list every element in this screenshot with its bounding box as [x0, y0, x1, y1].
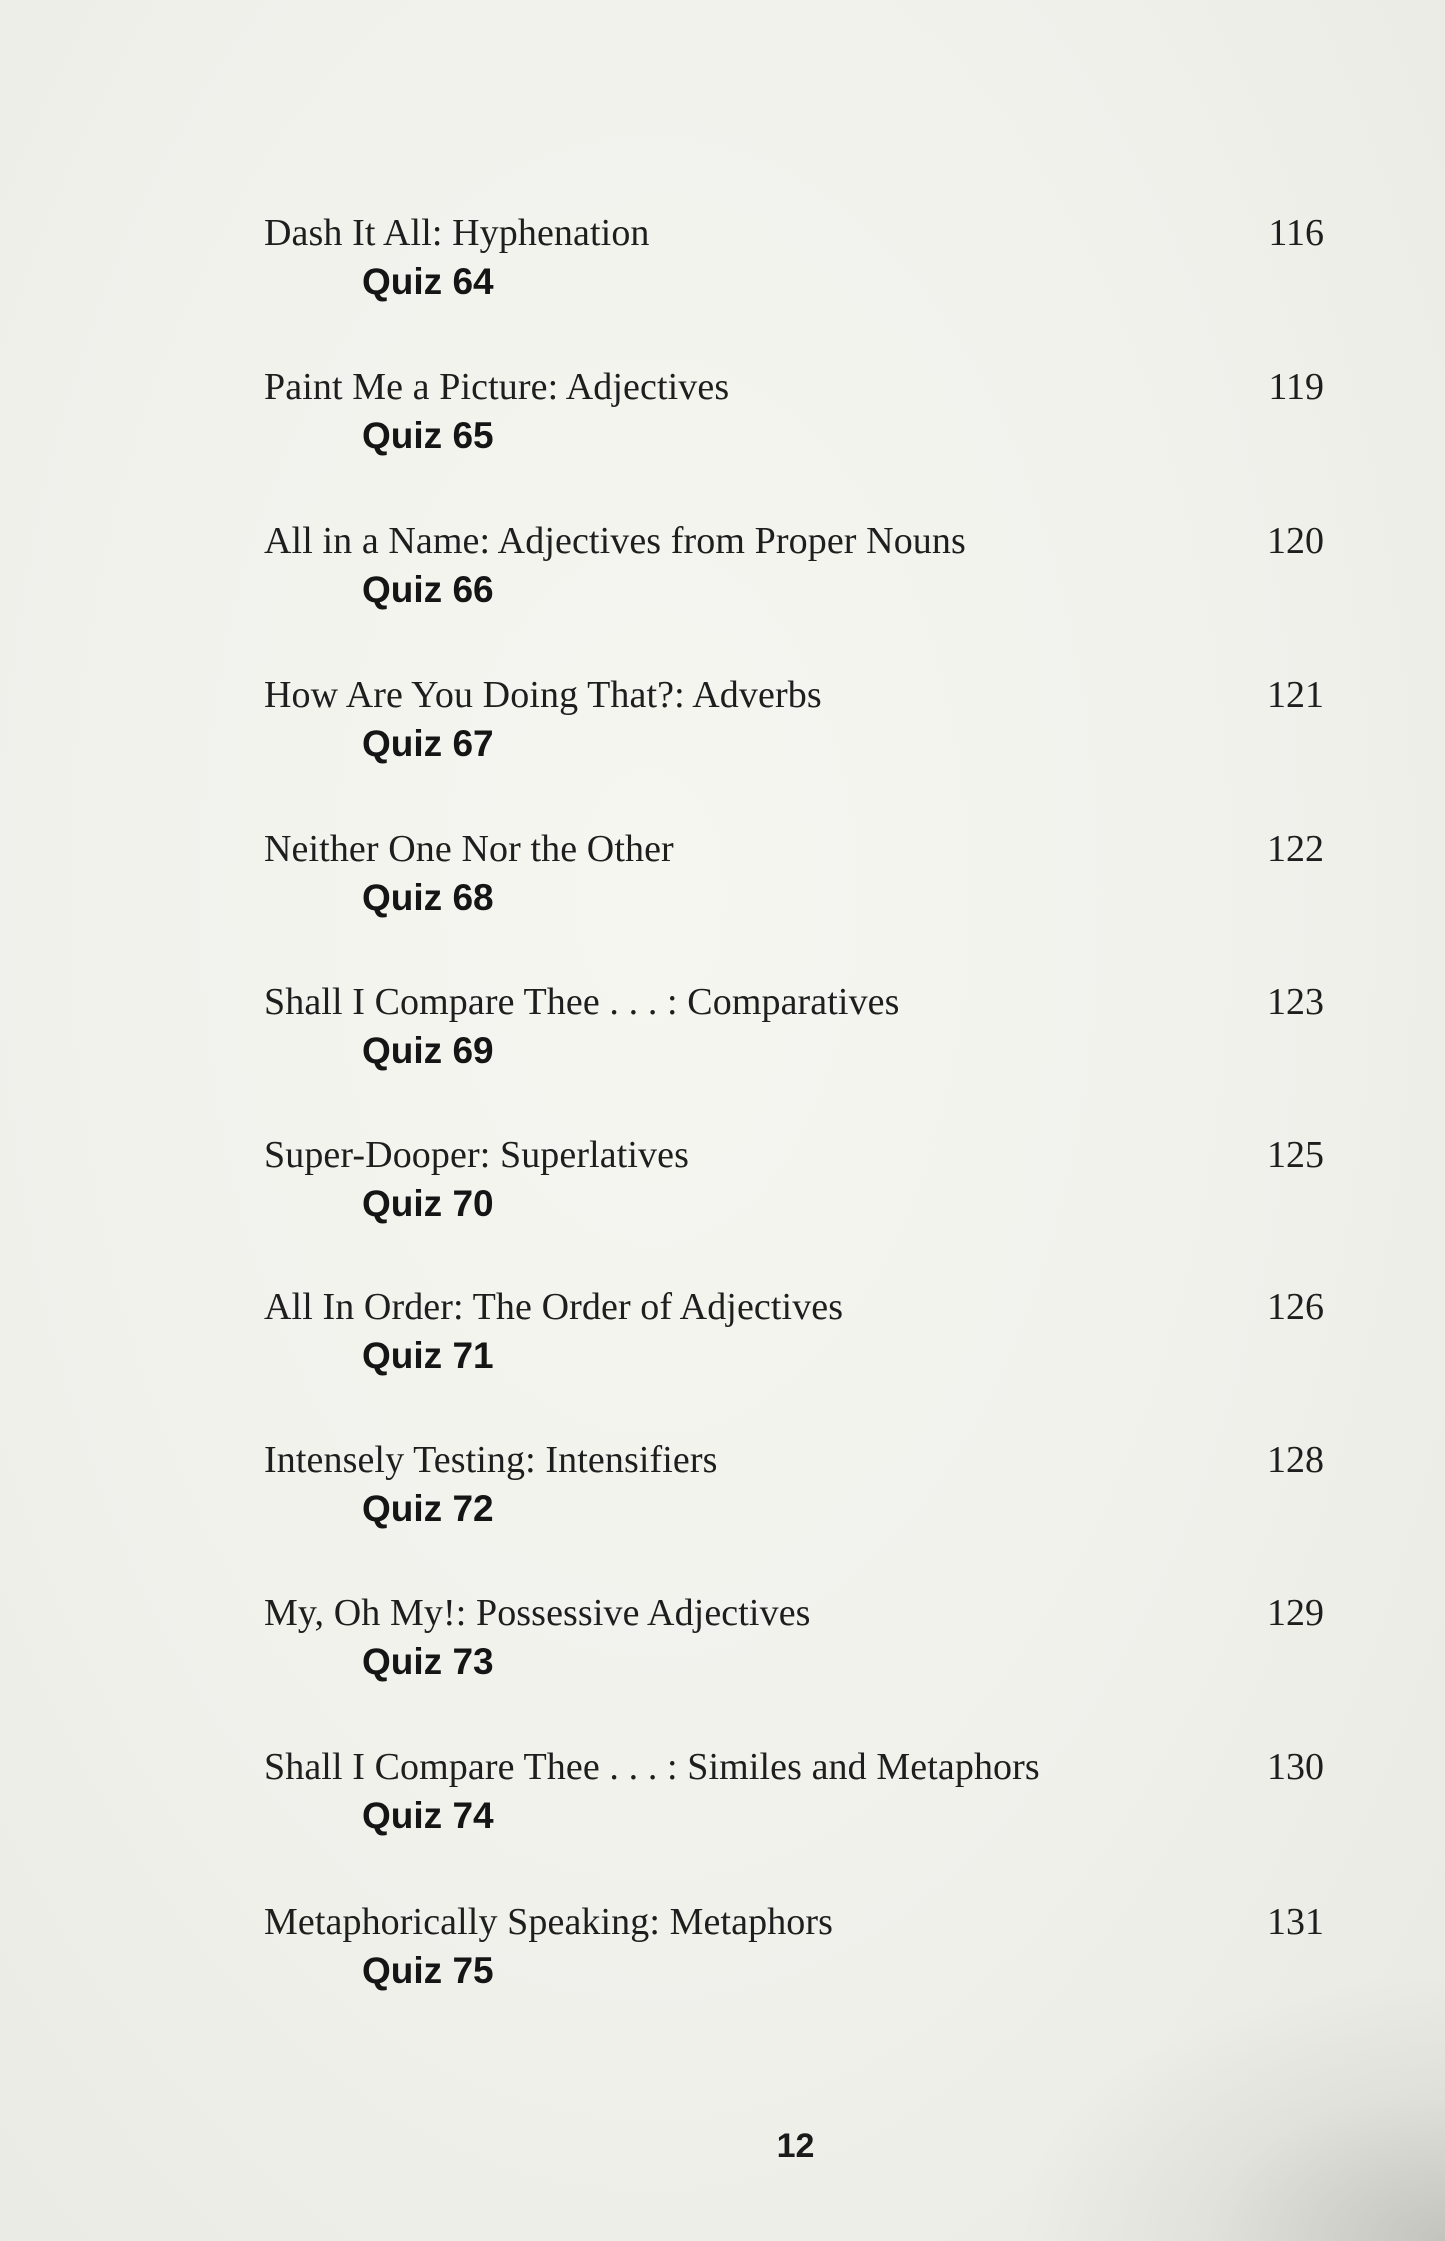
entry-page-number: 121: [1267, 674, 1324, 716]
toc-entry: [264, 1744, 1324, 1864]
entry-page-number: 119: [1268, 366, 1324, 408]
entry-title: Dash It All: Hyphenation: [264, 212, 650, 254]
entry-title: All in a Name: Adjectives from Proper Nouns: [264, 520, 966, 562]
toc-entry: [264, 1437, 1324, 1557]
entry-title: Shall I Compare Thee . . . : Similes and Metaphors: [264, 1746, 1040, 1788]
entry-page-number: 128: [1267, 1439, 1324, 1481]
page-number: 12: [776, 2127, 815, 2165]
entry-page-number: 129: [1267, 1592, 1324, 1634]
entry-title: All In Order: The Order of Adjectives: [264, 1286, 844, 1328]
entry-quiz-label: Quiz 66: [362, 569, 494, 610]
entry-quiz-label: Quiz 73: [362, 1641, 494, 1682]
entry-page-number: 125: [1267, 1134, 1324, 1176]
toc-entry: [264, 1590, 1324, 1710]
entry-quiz-label: Quiz 65: [362, 415, 494, 456]
entry-page-number: 120: [1267, 520, 1324, 562]
entry-page-number: 130: [1267, 1746, 1324, 1788]
toc-entry: [264, 826, 1324, 946]
entry-page-number: 122: [1267, 828, 1324, 870]
toc-entry: [264, 518, 1324, 638]
entry-title: Paint Me a Picture: Adjectives: [264, 366, 730, 408]
entry-quiz-label: Quiz 67: [362, 723, 494, 764]
entry-title: Super-Dooper: Superlatives: [264, 1134, 690, 1176]
entry-quiz-label: Quiz 72: [362, 1488, 494, 1529]
toc-entry: [264, 1284, 1324, 1404]
entry-title: Metaphorically Speaking: Metaphors: [264, 1901, 834, 1943]
entry-quiz-label: Quiz 70: [362, 1183, 494, 1224]
entry-title: My, Oh My!: Possessive Adjectives: [264, 1592, 811, 1634]
entry-quiz-label: Quiz 75: [362, 1950, 494, 1991]
toc-entry: [264, 364, 1324, 484]
toc-entry: [264, 1899, 1324, 2019]
entry-quiz-label: Quiz 69: [362, 1030, 494, 1071]
entry-page-number: 126: [1267, 1286, 1324, 1328]
entry-page-number: 116: [1268, 212, 1324, 254]
toc-entry: [264, 210, 1324, 330]
entry-title: Intensely Testing: Intensifiers: [264, 1439, 718, 1481]
entry-page-number: 123: [1267, 981, 1324, 1023]
entry-quiz-label: Quiz 68: [362, 877, 494, 918]
entry-title: How Are You Doing That?: Adverbs: [264, 674, 822, 716]
entry-page-number: 131: [1267, 1901, 1324, 1943]
toc-entry: [264, 1132, 1324, 1252]
entry-title: Neither One Nor the Other: [264, 828, 674, 870]
toc-entry: [264, 672, 1324, 792]
entry-quiz-label: Quiz 64: [362, 261, 494, 302]
entry-quiz-label: Quiz 74: [362, 1795, 494, 1836]
entry-title: Shall I Compare Thee . . . : Comparatives: [264, 981, 900, 1023]
entry-quiz-label: Quiz 71: [362, 1335, 494, 1376]
toc-entry: [264, 979, 1324, 1099]
